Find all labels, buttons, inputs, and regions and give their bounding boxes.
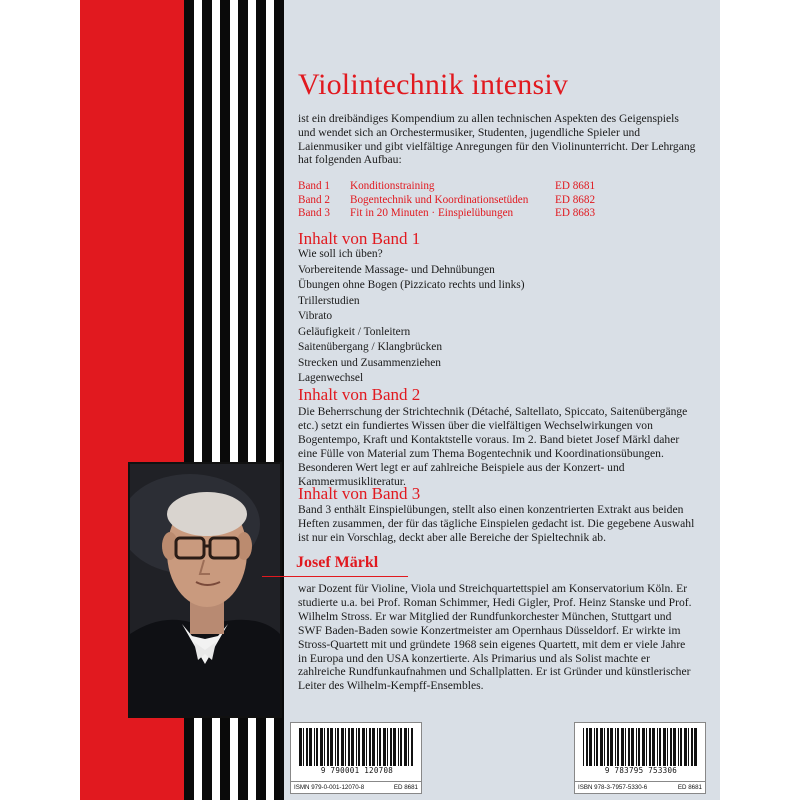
barcode-bar: [351, 728, 354, 766]
barcode-info: [575, 781, 705, 795]
edition-number: ED 8681: [677, 784, 702, 791]
barcode-bar: [324, 728, 325, 766]
barcode-bar: [398, 728, 399, 766]
barcode-bars: [297, 728, 417, 766]
list-item: Wie soll ich üben?: [298, 248, 383, 260]
author-bio: war Dozent für Violine, Viola und Streichquartettspiel am Konservatorium Köln. Er studierte u.a. bei Prof. Roman Schimmer, Hedi Gigler, Prof. Heinz Stanske und Prof. Wilhelm Stross. Er war Mitglied der Rundfunkorchester München, Stuttgart und SWF Baden-Baden sowie Konzertmeister am Opernhaus Düsseldorf. Er wirkte im Stross-Quartett mit und gründete 1968 sein eigenes Quartett, mit dem er viele Jahre in Europa und den USA konzertierte. Als Primarius und als Solist machte er zahlreiche Rundfunkaufnahmen und Schallplatten. Er ist Gründer und künstlerischer Leiter des Wilhelm-Kempff-Ensembles.: [298, 582, 692, 693]
band-title: Bogentechnik und Koordinationsetüden: [350, 193, 529, 206]
barcode-bar: [400, 728, 402, 766]
band-ed: ED 8681: [555, 180, 596, 192]
band-ed: ED 8682: [555, 193, 596, 206]
barcode-bar: [617, 728, 619, 766]
barcode-bar: [688, 728, 689, 766]
barcode-bar: [356, 728, 357, 766]
band1-heading: Inhalt von Band 1: [298, 229, 421, 248]
barcode-bar: [589, 728, 592, 766]
barcode-bar: [621, 728, 624, 766]
barcode-bar: [369, 728, 371, 766]
barcode-bar: [411, 728, 413, 766]
band2-heading: Inhalt von Band 2: [298, 385, 421, 404]
barcode-bar: [615, 728, 616, 766]
band-row: [298, 194, 628, 208]
barcode-bar: [314, 728, 315, 766]
barcode-bars: [581, 728, 701, 766]
barcode-bar: [330, 728, 333, 766]
barcode-bar: [379, 728, 381, 766]
list-item: Vibrato: [298, 310, 333, 322]
barcode-bar: [372, 728, 375, 766]
barcode-bar: [667, 728, 668, 766]
isbn-barcode: [574, 722, 706, 794]
barcode-bar: [638, 728, 640, 766]
barcode-bar: [610, 728, 613, 766]
band-label: Band 3: [298, 207, 331, 219]
barcode-bar: [303, 728, 304, 766]
author-name: Josef Märkl: [296, 554, 379, 571]
band3-text: Band 3 enthält Einspielübungen, stellt also einen konzentrierten Extrakt aus beiden Heften zusammen, der für das tägliche Einspielen gedacht ist. Die gegebene Auswahl ist nur ein Vorschlag, deckt aber alle Bereiche der Spieltechnik ab.: [298, 503, 695, 544]
barcode-bar: [678, 728, 679, 766]
band2-text: Die Beherrschung der Strichtechnik (Détaché, Saltellato, Spiccato, Saitenübergänge etc.) setzt ein fundiertes Wissen über die vielfältigen Wechselwirkungen von Bogentempo, Kraft und Kontaktstelle voraus. Im 2. Band bietet Josef Märkl daher eine Fülle von Material zum Thema Bogentechnik und Koordinationsübungen. Besonderen Wert legt er auf zahlreiche Beispiele aus der Konzert- und Kammermusikliteratur.: [298, 405, 688, 488]
ismn-barcode: [290, 722, 422, 794]
barcode-bar: [684, 728, 687, 766]
barcode-bar: [642, 728, 645, 766]
barcode-bar: [327, 728, 329, 766]
barcode-bar: [659, 728, 661, 766]
barcode-bar: [649, 728, 651, 766]
list-item: Saitenübergang / Klangbrücken: [298, 341, 443, 353]
barcode-bar: [586, 728, 588, 766]
barcode-bar: [408, 728, 409, 766]
barcode-bar: [628, 728, 630, 766]
barcode-bar: [604, 728, 605, 766]
barcode-bar: [594, 728, 595, 766]
author-photo: [128, 462, 282, 718]
barcode-bar: [636, 728, 637, 766]
ismn-number: ISMN 979-0-001-12070-8: [294, 784, 365, 791]
barcode-bar: [335, 728, 336, 766]
barcode-bar: [680, 728, 682, 766]
barcode-bar: [309, 728, 312, 766]
barcode-bar: [362, 728, 365, 766]
barcode-bar: [341, 728, 344, 766]
barcode-bar: [299, 728, 302, 766]
barcode-bar: [631, 728, 634, 766]
intro-text: ist ein dreibändiges Kompendium zu allen technischen Aspekten des Geigenspiels und wendet sich an Orchestermusiker, Studenten, jugendliche Spieler und Laienmusiker und gibt vielfältige Anregungen für den Violinunterricht. Der Lehrgang hat folgenden Aufbau:: [298, 112, 696, 167]
barcode-bar: [625, 728, 626, 766]
barcode-bar: [663, 728, 666, 766]
barcode-bar: [345, 728, 346, 766]
band-ed: ED 8683: [555, 207, 596, 219]
barcode-bar: [366, 728, 367, 766]
barcode-info: [291, 781, 421, 795]
barcode-bar: [358, 728, 360, 766]
barcode-bar: [387, 728, 388, 766]
barcode-bar: [390, 728, 392, 766]
band1-contents: [298, 247, 525, 387]
barcode-bar: [393, 728, 396, 766]
barcode-bar: [320, 728, 323, 766]
barcode-bar: [652, 728, 655, 766]
band3-heading: Inhalt von Band 3: [298, 484, 421, 503]
list-item: Trillerstudien: [298, 294, 360, 307]
band-overview: [298, 180, 628, 221]
barcode-bar: [306, 728, 308, 766]
list-item: Strecken und Zusammenziehen: [298, 356, 441, 369]
barcode-digits: 9 790001 120708: [320, 766, 394, 775]
band-row: [298, 180, 628, 194]
band-row: [298, 207, 628, 221]
barcode-bar: [657, 728, 658, 766]
book-title: Violintechnik intensiv: [298, 68, 569, 101]
barcode-bar: [596, 728, 598, 766]
barcode-bar: [691, 728, 693, 766]
band-label: Band 1: [298, 180, 331, 192]
barcode-bar: [670, 728, 672, 766]
barcode-bar: [673, 728, 676, 766]
barcode-digits: 9 783795 753306: [604, 766, 678, 775]
list-item: Lagenwechsel: [298, 372, 364, 384]
barcode-bar: [348, 728, 350, 766]
list-item: Geläufigkeit / Tonleitern: [298, 325, 411, 338]
barcode-bar: [583, 728, 584, 766]
barcode-bar: [377, 728, 378, 766]
list-item: Vorbereitende Massage- und Dehnübungen: [298, 263, 495, 276]
isbn-number: ISBN 978-3-7957-5330-6: [578, 784, 648, 791]
author-underline: [262, 576, 408, 577]
list-item: Übungen ohne Bogen (Pizzicato rechts und links): [298, 279, 525, 291]
barcode-bar: [383, 728, 386, 766]
band-label: Band 2: [298, 193, 331, 206]
edition-number: ED 8681: [393, 784, 418, 791]
barcode-bar: [404, 728, 407, 766]
portrait-illustration: [130, 464, 280, 716]
barcode-bar: [337, 728, 339, 766]
barcode-bar: [607, 728, 609, 766]
band-title: Konditionstraining: [350, 180, 435, 192]
barcode-bar: [694, 728, 697, 766]
barcode-bar: [600, 728, 603, 766]
barcode-bar: [316, 728, 318, 766]
barcode-bar: [646, 728, 647, 766]
band-title: Fit in 20 Minuten · Einspielübungen: [350, 207, 514, 219]
